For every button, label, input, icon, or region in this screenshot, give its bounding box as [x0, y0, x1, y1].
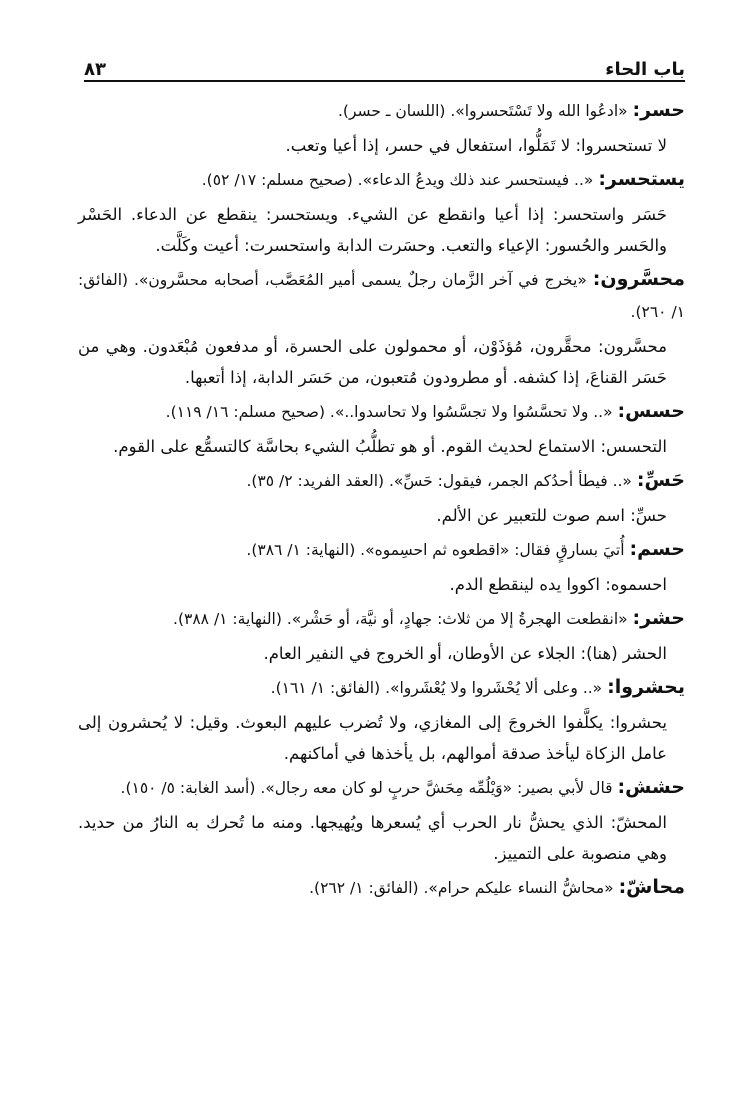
entry-hasam — [78, 534, 685, 566]
entry-term: حسر: — [632, 99, 685, 121]
entry-text: «يخرج في آخر الزَّمان رجلٌ يسمى أمير المُعَصَّب، أصحابه محسَّرون». (الفائق: ١/ ٢٦٠). — [78, 271, 685, 321]
entry-term: يحشروا: — [607, 676, 685, 698]
entry-hasar — [78, 95, 685, 127]
entry-hashr — [78, 603, 685, 635]
chapter-title: باب الحاء — [605, 59, 685, 80]
header-divider — [84, 80, 685, 82]
entry-text: «انقطعت الهجرةُ إلا من ثلاث: جهادٍ، أو نيَّة، أو حَشْر». (النهاية: ١/ ٣٨٨). — [173, 610, 633, 628]
entry-term: حسم: — [629, 538, 685, 560]
entry-hass — [78, 465, 685, 497]
entry-term: حَسِّ: — [636, 469, 685, 491]
definition: يحشروا: يكلَّفوا الخروجَ إلى المغازي، ولا تُضرب عليهم البعوث. وقيل: لا يُحشرون إلى عامل الزكاة ليأخذ صدقة أموالهم، بل يأخذها في أماكنهم. — [78, 713, 667, 763]
definition: احسموه: اكووا يده لينقطع الدم. — [449, 575, 667, 594]
entry-mahash — [78, 872, 685, 904]
entry-text: «.. وعلى ألا يُحْشَروا ولا يُعْشَروا». (الفائق: ١/ ١٦١). — [270, 679, 608, 697]
entry-yuhsharu — [78, 672, 685, 704]
definition: حسِّ: اسم صوت للتعبير عن الألم. — [436, 506, 667, 525]
definition: حَسَر واستحسر: إذا أعيا وانقطع عن الشيء. ويستحسر: ينقطع عن الدعاء. الحَسْر والحَسر والحُسور: الإعياء والتعب. وحسَرت الدابة واستحسرت: أعيت وكَلَّت. — [78, 205, 667, 255]
dictionary-body — [78, 95, 685, 907]
definition: لا تستحسروا: لا تَمَلُّوا، استفعال في حسر، إذا أعيا وتعب. — [285, 136, 667, 155]
entry-text: قال لأبي بصير: «وَيْلُمِّه مِحَشَّ حربٍ لو كان معه رجال». (أسد الغابة: ٥/ ١٥٠). — [120, 779, 618, 797]
entry-term: حسس: — [617, 400, 685, 422]
definition: محسَّرون: محقَّرون، مُؤذَوْن، أو محمولون على الحسرة، أو مدفعون مُبْعَدون. وهي من حَسَر القناعَ، إذا كشفه. أو مطرودون مُتعبون، من حَسَر الدابة، إذا أتعبها. — [78, 337, 667, 387]
entry-term: محسَّرون: — [592, 268, 685, 290]
definition: المحشّ: الذي يحشُّ نار الحرب أي يُسعرها ويُهيجها. ومنه ما تُحرك به النارُ من حديد. وهي منصوبة على التمييز. — [78, 813, 667, 863]
entry-muhassarun — [78, 264, 685, 328]
entry-hasas — [78, 396, 685, 428]
entry-text: «ادعُوا الله ولا تَسْتَحسروا». (اللسان ـ حسر). — [337, 102, 633, 120]
entry-hashash — [78, 772, 685, 804]
definition: الحشر (هنا): الجلاء عن الأوطان، أو الخروج في النفير العام. — [263, 644, 667, 663]
entry-text: «.. فيستحسر عند ذلك ويدعُ الدعاء». (صحيح مسلم: ١٧/ ٥٢). — [201, 171, 599, 189]
entry-text: أُتيَ بسارقٍ فقال: «اقطعوه ثم احسِموه». (النهاية: ١/ ٣٨٦). — [246, 541, 630, 559]
entry-term: يستحسر: — [598, 168, 685, 190]
definition: التحسس: الاستماع لحديث القوم. أو هو تطلُّبُ الشيء بحاسَّة كالتسمُّع على القوم. — [113, 437, 667, 456]
entry-term: حشش: — [617, 776, 685, 798]
entry-text: «.. فيطأ أحدُكم الجمر، فيقول: حَسِّ». (العقد الفريد: ٢/ ٣٥). — [246, 472, 637, 490]
entry-text: «محاشُّ النساء عليكم حرام». (الفائق: ١/ ٢٦٢). — [309, 879, 619, 897]
entry-text: «.. ولا تحسَّسُوا ولا تجسَّسُوا ولا تحاسدوا..». (صحيح مسلم: ١٦/ ١١٩). — [165, 403, 618, 421]
entry-term: محاشّ: — [618, 876, 685, 898]
page-header — [84, 52, 685, 80]
entry-term: حشر: — [632, 607, 685, 629]
entry-yastahsir — [78, 164, 685, 196]
page-number: ٨٣ — [84, 59, 106, 80]
